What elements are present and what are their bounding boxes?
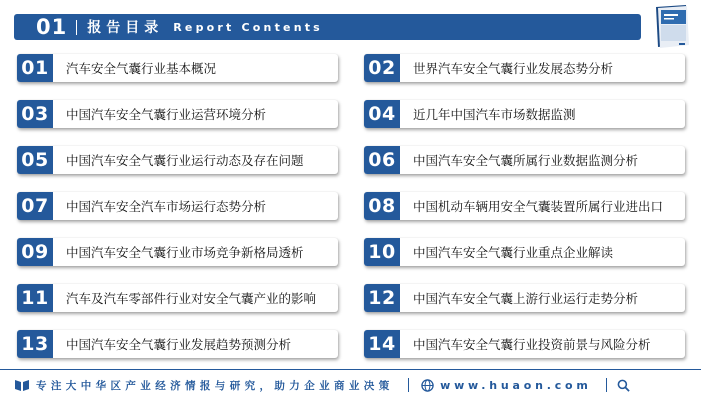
toc-item-number: 14 xyxy=(364,330,400,358)
toc-item[interactable] xyxy=(364,330,685,358)
section-title: 报告目录 xyxy=(87,20,164,36)
toc-item-number: 02 xyxy=(364,54,400,82)
section-subtitle: Report Contents xyxy=(173,20,323,34)
toc-item[interactable] xyxy=(364,54,685,82)
toc-item[interactable] xyxy=(17,330,338,358)
footer-separator xyxy=(408,378,410,392)
toc-item-number: 12 xyxy=(364,284,400,312)
toc-item-label: 中国机动车辆用安全气囊装置所属行业进出口 xyxy=(413,199,664,214)
toc-item-number: 11 xyxy=(17,284,53,312)
toc-item[interactable] xyxy=(17,54,338,82)
toc-item-label: 中国汽车安全气囊行业运营环境分析 xyxy=(66,107,267,122)
report-cover-icon xyxy=(652,4,692,50)
toc-item[interactable] xyxy=(364,146,685,174)
footer-divider xyxy=(0,369,701,370)
globe-icon xyxy=(421,379,434,392)
search-icon[interactable] xyxy=(617,379,630,392)
toc-item[interactable] xyxy=(364,284,685,312)
section-header xyxy=(14,14,641,40)
footer-separator xyxy=(606,378,608,392)
toc-item-number: 13 xyxy=(17,330,53,358)
book-open-icon xyxy=(14,378,30,392)
header-divider xyxy=(76,20,77,35)
toc-item[interactable] xyxy=(364,192,685,220)
toc-item-number: 08 xyxy=(364,192,400,220)
toc-item-label: 汽车及汽车零部件行业对安全气囊产业的影响 xyxy=(66,291,317,306)
toc-item-number: 05 xyxy=(17,146,53,174)
toc-item-label: 中国汽车安全气囊上游行业运行走势分析 xyxy=(413,291,639,306)
toc-item[interactable] xyxy=(17,284,338,312)
toc-item[interactable] xyxy=(17,238,338,266)
toc-item[interactable] xyxy=(364,100,685,128)
toc-item-number: 03 xyxy=(17,100,53,128)
toc-item-label: 中国汽车安全气囊行业重点企业解读 xyxy=(413,245,614,260)
toc-item-label: 近几年中国汽车市场数据监测 xyxy=(413,107,576,122)
toc-item-number: 04 xyxy=(364,100,400,128)
toc-item-label: 中国汽车安全气囊行业市场竞争新格局透析 xyxy=(66,245,304,260)
footer xyxy=(14,376,694,394)
toc-item[interactable] xyxy=(17,100,338,128)
footer-slogan: 专注大中华区产业经济情报与研究，助力企业商业决策 xyxy=(36,379,394,392)
toc-item-number: 06 xyxy=(364,146,400,174)
toc-item[interactable] xyxy=(17,192,338,220)
toc-item-label: 汽车安全气囊行业基本概况 xyxy=(66,61,217,76)
toc-item-label: 中国汽车安全气囊行业发展趋势预测分析 xyxy=(66,337,292,352)
toc-item-label: 中国汽车安全气囊行业运行动态及存在问题 xyxy=(66,153,304,168)
toc-item[interactable] xyxy=(17,146,338,174)
toc-item-number: 07 xyxy=(17,192,53,220)
toc-item-number: 10 xyxy=(364,238,400,266)
section-number: 01 xyxy=(36,15,68,39)
toc-item-label: 中国汽车安全汽车市场运行态势分析 xyxy=(66,199,267,214)
footer-url[interactable]: www.huaon.com xyxy=(440,378,592,392)
toc-item-label: 中国汽车安全气囊行业投资前景与风险分析 xyxy=(413,337,651,352)
toc-item-label: 中国汽车安全气囊所属行业数据监测分析 xyxy=(413,153,639,168)
toc-item-number: 09 xyxy=(17,238,53,266)
toc-item-label: 世界汽车安全气囊行业发展态势分析 xyxy=(413,61,614,76)
toc-item-number: 01 xyxy=(17,54,53,82)
toc-item[interactable] xyxy=(364,238,685,266)
